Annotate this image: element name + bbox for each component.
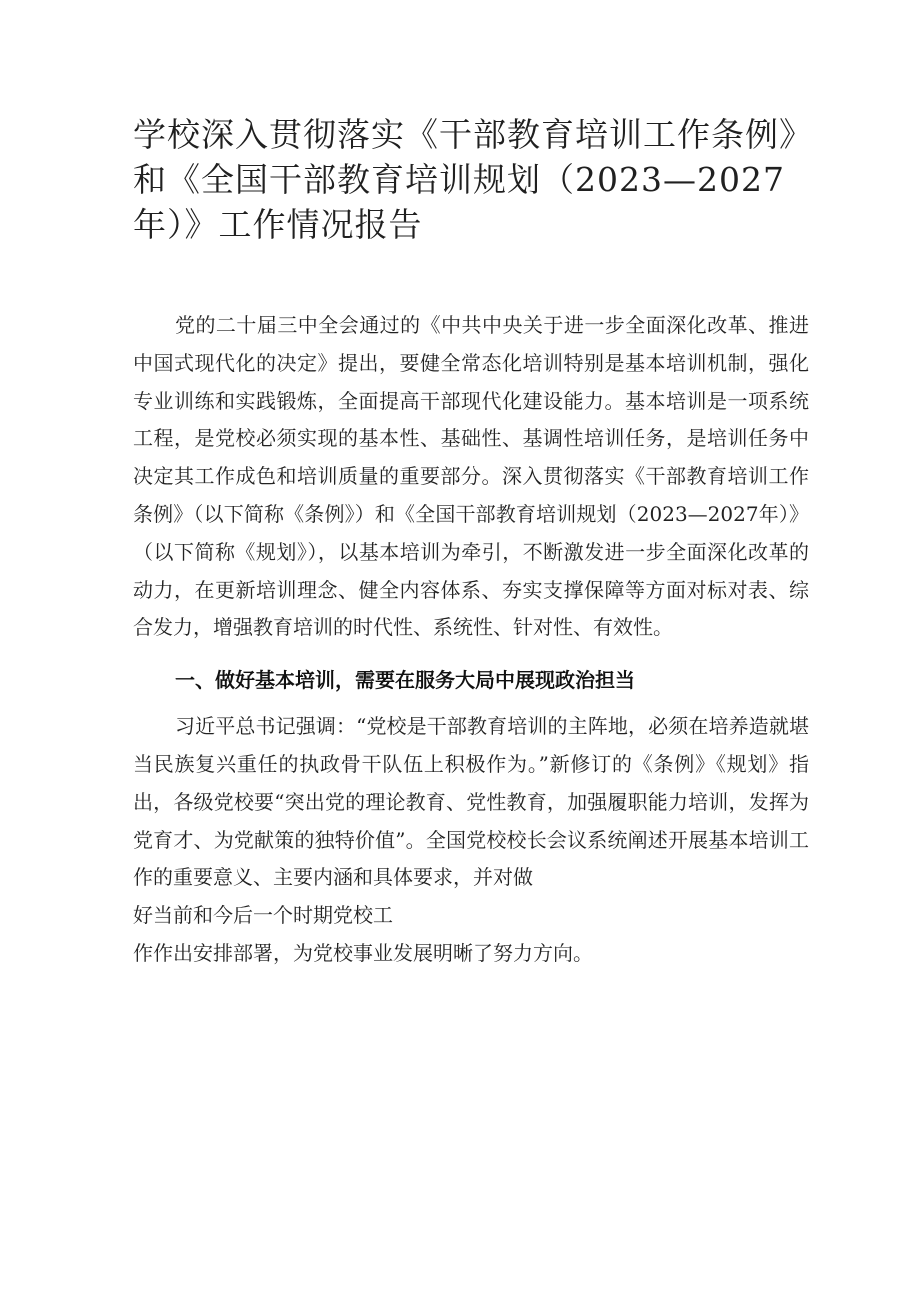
title-line-1: 学校深入贯彻落实《干部教育培训工作条例》 [133,115,813,154]
section-heading-1: 一、做好基本培训，需要在服务大局中展现政治担当 [175,668,635,693]
title-line-2: 和《全国干部教育培训规划（2023—2027 [133,160,785,199]
title-line-3: 年）》工作情况报告 [133,205,423,244]
document-title [133,112,813,247]
section1-paragraph-line-b: 作作出安排部署，为党校事业发展明晰了努力方向。 [133,940,593,965]
document-body [133,307,809,973]
section1-paragraph: 习近平总书记强调：“党校是干部教育培训的主阵地，必须在培养造就堪当民族复兴重任的执政骨干队伍上积极作为。”新修订的《条例》《规划》指出，各级党校要“突出党的理论教育、党性教育，加强履职能力培训，发挥为党育才、为党献策的独特价值”。全国党校校长会议系统阐述开展基本培训工作的重要意义、主要内涵和具体要求，并对做 [133,714,809,890]
section1-paragraph-line-a: 好当前和今后一个时期党校工 [133,903,393,928]
intro-paragraph: 党的二十届三中全会通过的《中共中央关于进一步全面深化改革、推进中国式现代化的决定》提出，要健全常态化培训特别是基本培训机制，强化专业训练和实践锻炼，全面提高干部现代化建设能力。基本培训是一项系统工程，是党校必须实现的基本性、基础性、基调性培训任务，是培训任务中决定其工作成色和培训质量的重要部分。深入贯彻落实《干部教育培训工作条例》（以下简称《条例》）和《全国干部教育培训规划（2023—2027年）》（以下简称《规划》），以基本培训为牵引，不断激发进一步全面深化改革的动力，在更新培训理念、健全内容体系、夯实支撑保障等方面对标对表、综合发力，增强教育培训的时代性、系统性、针对性、有效性。 [133,313,809,640]
